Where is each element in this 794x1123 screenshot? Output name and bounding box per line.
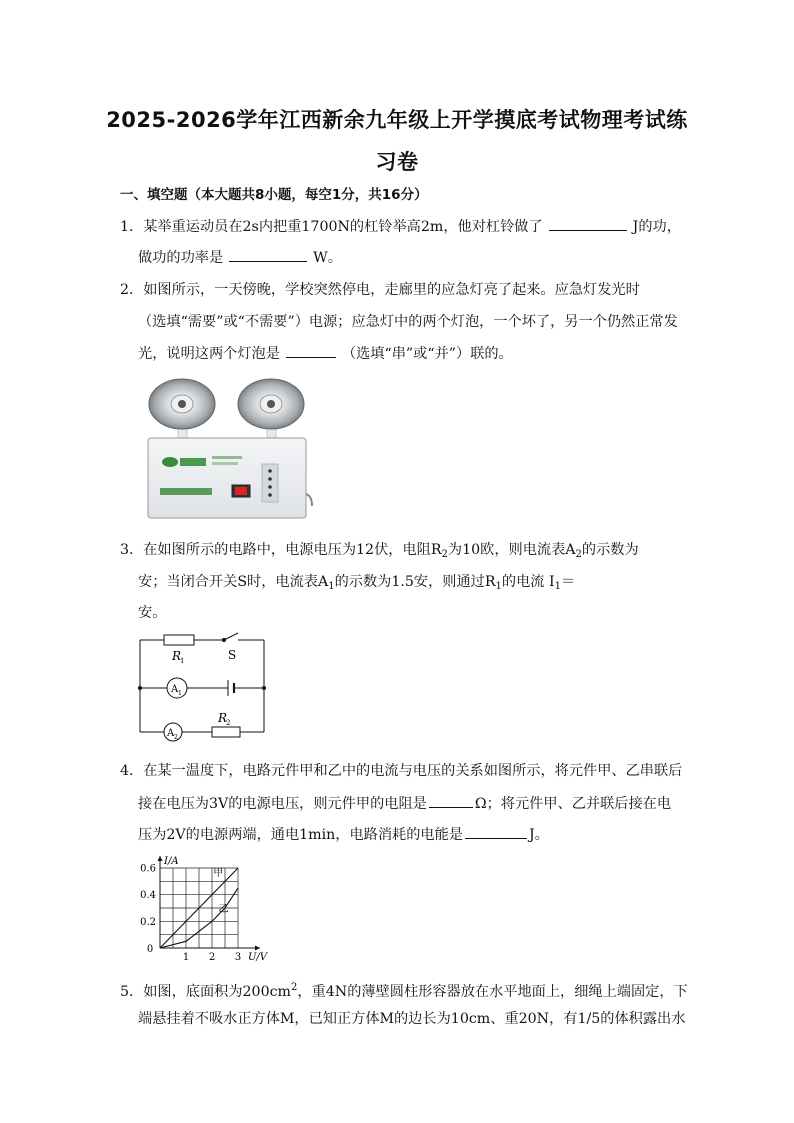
y-axis-label: I/A: [164, 856, 179, 867]
q2-text-a: 光，说明这两个灯泡是: [138, 346, 280, 362]
x-tick-label: 1: [182, 952, 190, 963]
q4-line-2: [138, 793, 671, 814]
x-axis-arrow: [255, 946, 260, 951]
title-line-1: 2025-2026学年江西新余九年级上开学摸底考试物理考试练: [106, 108, 688, 132]
q1-blank-1[interactable]: [549, 216, 627, 231]
q2-line-3: [138, 343, 513, 364]
y-tick-label: 0.6: [140, 863, 156, 875]
q4-text-a: 接在电压为3V的电源电压，则元件甲的电阻是: [138, 796, 427, 812]
q5-sup: 2: [291, 982, 298, 993]
label-a2: A: [167, 728, 175, 739]
section-heading: 一、填空题（本大题共8小题，每空1分，共16分）: [120, 187, 428, 203]
y-axis-arrow: [158, 856, 163, 861]
chart-labels: [140, 856, 269, 963]
q5-text-a: 5．如图，底面积为200cm: [120, 984, 292, 1000]
q3-text-b: 为10欧，则电流表A: [447, 542, 576, 558]
title-line-2: 习卷: [375, 150, 419, 174]
q3-text-a: 3．在如图所示的电路中，电源电压为12伏，电阻R: [120, 542, 442, 558]
q1-line-2: [138, 247, 342, 268]
label-a1-sub: 1: [178, 690, 182, 697]
q3-sub-a1: 1: [328, 581, 335, 592]
q1-blank-2[interactable]: [229, 247, 307, 262]
q4-text-c: 压为2V的电源两端，通电1min，电路消耗的电能是: [138, 827, 463, 843]
x-axis-label: U/V: [248, 952, 268, 963]
q2-line-2: （选填“需要”或“不需要”）电源；应急灯中的两个灯泡，一个坏了，另一个仍然正常发: [138, 314, 678, 330]
q1-text-a: 1．某举重运动员在2s内把重1700N的杠铃举高2m，他对杠铃做了: [120, 219, 543, 235]
label-a1: A: [171, 684, 179, 695]
q3-text-d: 安；当闭合开关S时，电流表A: [138, 574, 329, 590]
label-r1: R: [172, 649, 182, 663]
x-tick-label: 2: [208, 952, 216, 963]
q3-line-3: 安。: [138, 605, 167, 621]
q3-text-f: 的电流 I: [501, 574, 555, 590]
q5-text-b: ，重4N的薄壁圆柱形容器放在水平地面上，细绳上端固定，下: [297, 984, 688, 1000]
q3-sub-a2: 2: [575, 549, 582, 560]
origin-label: 0: [146, 944, 154, 955]
q3-text-e: 的示数为1.5安，则通过R: [334, 574, 496, 590]
q3-sub-i1: 1: [554, 581, 561, 592]
label-switch: S: [228, 648, 237, 662]
label-r1-sub: 1: [180, 657, 185, 665]
q2-text-b: （选填“串”或“并”）联的。: [341, 346, 513, 362]
x-tick-label: 3: [234, 952, 242, 963]
series-label-yi: 乙: [218, 904, 229, 915]
emergency-light-image: [140, 376, 320, 522]
q4-blank-1[interactable]: [429, 793, 473, 808]
q1-text-c: 做功的功率是: [138, 250, 224, 266]
label-a2-sub: 2: [174, 734, 178, 741]
q3-line-1: [120, 540, 639, 565]
q3-text-g: ＝: [560, 574, 576, 590]
q4-text-b: Ω；将元件甲、乙并联后接在电: [474, 796, 672, 812]
label-r2: R: [218, 711, 228, 725]
q5-line-1: [120, 978, 688, 1002]
q1-line-1: [120, 216, 681, 237]
q5-line-2: 端悬挂着不吸水正方体M，已知正方体M的边长为10cm、重20N，有1/5的体积露出水: [138, 1011, 686, 1027]
y-tick-label: 0.4: [140, 890, 156, 902]
q3-text-c: 的示数为: [581, 542, 639, 558]
q4-text-d: J。: [529, 827, 549, 843]
q2-line-1: 2．如图所示，一天傍晚，学校突然停电，走廊里的应急灯亮了起来。应急灯发光时: [120, 282, 640, 298]
q3-sub-r1: 1: [495, 581, 502, 592]
circuit-diagram: [134, 630, 274, 742]
iu-chart: [128, 852, 278, 966]
q4-blank-2[interactable]: [465, 824, 527, 839]
q4-line-1: 4．在某一温度下，电路元件甲和乙中的电流与电压的关系如图所示，将元件甲、乙串联后: [120, 763, 683, 779]
q4-line-3: [138, 824, 549, 845]
q1-text-d: W。: [313, 250, 342, 266]
q1-text-b: J的功，: [632, 219, 681, 235]
label-r2-sub: 2: [226, 719, 231, 727]
y-tick-label: 0.2: [140, 916, 156, 928]
q2-blank-1[interactable]: [286, 343, 336, 358]
series-label-jia: 甲: [213, 868, 224, 879]
q3-line-2: [138, 572, 575, 597]
q3-sub-r2: 2: [441, 549, 448, 560]
